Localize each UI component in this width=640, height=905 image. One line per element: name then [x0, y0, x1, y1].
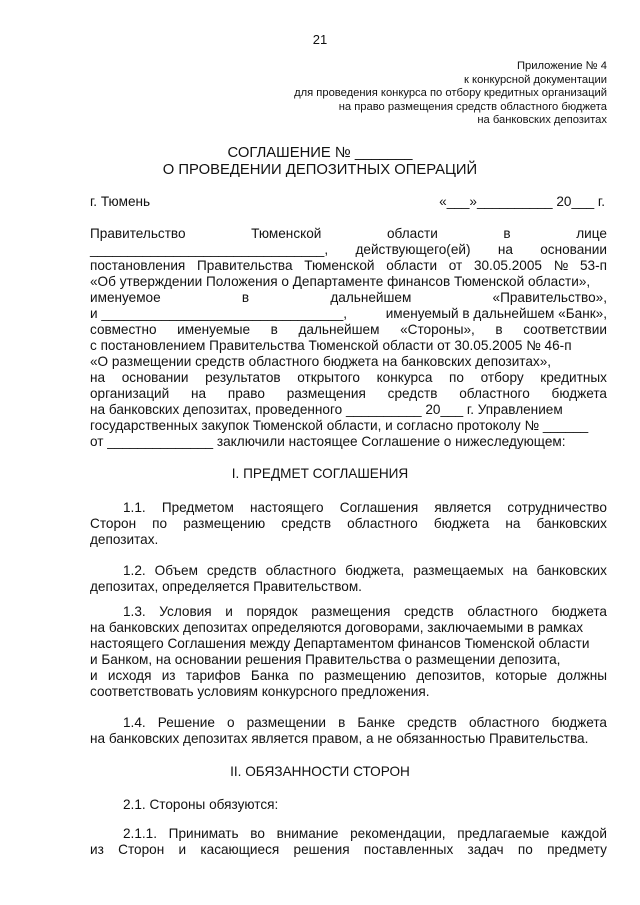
text-line: [90, 652, 607, 668]
word: Соглашения: [339, 500, 419, 515]
word: по: [449, 370, 464, 385]
paragraph-1-3: [90, 604, 607, 700]
word: соответствии: [523, 322, 607, 337]
word: Предметом: [161, 500, 234, 515]
word: на: [512, 563, 528, 578]
word: 1.4.: [123, 715, 146, 730]
annex-line: на банковских депозитах: [477, 114, 607, 126]
word: в: [241, 290, 250, 305]
word: на: [505, 516, 521, 531]
text-line: [90, 338, 607, 354]
word: банковских: [536, 516, 607, 531]
annex-line: на право размещения средств областного бюджета: [338, 100, 607, 113]
word: рекомендации,: [350, 826, 446, 841]
paragraph-2-1-1: [90, 826, 607, 858]
word: лице: [576, 226, 607, 241]
annex-block: [187, 60, 607, 128]
text-line: [90, 290, 607, 306]
word: областного: [467, 604, 538, 619]
word: областного: [459, 386, 530, 401]
word: и: [225, 604, 233, 619]
word: является: [434, 500, 492, 515]
word: 53-п: [579, 258, 607, 273]
word: основании: [121, 370, 189, 385]
word: Тюменской: [304, 258, 375, 273]
text-line: [90, 418, 607, 434]
paragraph-1-4: [90, 715, 607, 747]
text-line: [90, 354, 607, 370]
word: размещения: [286, 386, 366, 401]
word: бюджета: [551, 604, 607, 619]
section-heading: II. ОБЯЗАННОСТИ СТОРОН: [230, 764, 410, 779]
word: организаций: [90, 386, 170, 401]
word: результатов: [205, 370, 281, 385]
word: области: [386, 226, 438, 241]
word: поставленных: [363, 842, 454, 857]
text-line: [90, 797, 607, 813]
word: дальнейшем: [298, 322, 380, 337]
text-line: [90, 826, 607, 842]
word: Принимать: [168, 826, 239, 841]
word: «Стороны»,: [400, 322, 475, 337]
text-line: [90, 604, 607, 620]
word: 30.05.2005: [473, 258, 542, 273]
text-line: [90, 226, 607, 242]
section-heading: I. ПРЕДМЕТ СОГЛАШЕНИЯ: [231, 466, 409, 481]
word: на банковских депозитах определяются договорами, заключаемыми в рамках: [90, 620, 584, 635]
page-number: 21: [312, 32, 328, 47]
word: и ________________________________,: [90, 306, 348, 321]
word: Условия: [159, 604, 212, 619]
word: в: [495, 322, 503, 337]
word: средств: [281, 516, 332, 531]
word: областного: [347, 516, 418, 531]
word: размещению: [183, 516, 266, 531]
text-line: [90, 258, 607, 274]
word: депозитов,: [416, 668, 486, 683]
word: каждой: [560, 826, 607, 841]
text-line: [90, 563, 607, 579]
text-line: [90, 516, 607, 532]
word: «О размещении средств областного бюджета на банковских депозитах»,: [90, 354, 552, 369]
text-line: [90, 620, 607, 636]
word: «Правительство»,: [492, 290, 607, 305]
word: по: [152, 516, 168, 531]
text-line: [90, 242, 607, 258]
word: Банка: [250, 668, 289, 683]
date-placeholder: «___»__________ 20___ г.: [439, 194, 605, 209]
word: дальнейшем: [330, 290, 412, 305]
word: о: [226, 715, 235, 730]
text-line: [90, 684, 607, 700]
preamble: [90, 226, 607, 450]
word: 1.1.: [123, 500, 146, 515]
word: средств: [403, 604, 454, 619]
word: настоящего: [249, 500, 324, 515]
word: областного: [265, 563, 337, 578]
title-line-1: СОГЛАШЕНИЕ № _______: [227, 145, 413, 161]
text-line: [90, 434, 607, 450]
word: 1.2.: [123, 563, 146, 578]
word: на банковских депозитах является правом, а не обязанностью Правительства.: [90, 731, 589, 746]
word: средств: [206, 563, 257, 578]
title-line-2: О ПРОВЕДЕНИИ ДЕПОЗИТНЫХ ОПЕРАЦИЙ: [162, 162, 478, 178]
word: от ______________ заключили настоящее Соглашение о нижеследующем:: [90, 434, 566, 449]
text-line: [90, 636, 607, 652]
word: предмету: [547, 842, 607, 857]
word: задач: [467, 842, 504, 857]
text-line: [90, 842, 607, 858]
word: Сторон: [90, 516, 137, 531]
word: размещаемых: [413, 563, 504, 578]
word: предлагаемые: [457, 826, 550, 841]
word: 1.3.: [123, 604, 146, 619]
word: должны: [557, 668, 607, 683]
word: государственных закупок Тюменской области, и согласно протоколу № ______: [90, 418, 589, 433]
word: право: [227, 386, 265, 401]
word: и: [90, 668, 98, 683]
word: решения: [293, 842, 350, 857]
word: и Банком, на основании решения Правительства о размещении депозита,: [90, 652, 561, 667]
text-line: [90, 386, 607, 402]
word: касающиеся: [200, 842, 280, 857]
word: соответствовать условиям конкурсного предложения.: [90, 684, 430, 699]
document-title: [0, 145, 640, 179]
word: основании: [540, 242, 607, 257]
word: на банковских депозитах, проведенного __________ 20___ г. Управлением: [90, 402, 563, 417]
text-line: [90, 731, 607, 747]
word: кредитных: [540, 370, 607, 385]
word: внимание: [276, 826, 339, 841]
word: от: [448, 258, 463, 273]
text-line: [90, 532, 607, 548]
word: на: [497, 242, 513, 257]
word: размещению: [324, 668, 407, 683]
text-line: [90, 500, 607, 516]
word: по: [517, 842, 533, 857]
word: открытого: [297, 370, 360, 385]
word: именуемые: [177, 322, 251, 337]
word: Правительства: [197, 258, 293, 273]
word: бюджета: [551, 386, 607, 401]
word: Сторон: [118, 842, 165, 857]
paragraph-2-1: [90, 797, 607, 813]
word: Тюменской: [251, 226, 322, 241]
text-line: [90, 370, 607, 386]
annex-line: к конкурсной документации: [464, 73, 607, 86]
word: во: [250, 826, 265, 841]
word: на: [190, 386, 207, 401]
word: отбору: [480, 370, 524, 385]
word: бюджета: [433, 516, 490, 531]
word: на: [90, 370, 106, 385]
text-line: [90, 402, 607, 418]
word: действующего(ей): [355, 242, 471, 257]
word: области: [386, 258, 438, 273]
word: по: [298, 668, 314, 683]
word: размещении: [246, 715, 326, 730]
word: в: [270, 322, 278, 337]
paragraph-1-2: [90, 563, 607, 595]
word: совместно: [90, 322, 157, 337]
word: Правительство: [90, 226, 186, 241]
paragraph-1-1: [90, 500, 607, 548]
word: областного: [468, 715, 540, 730]
word: размещения: [311, 604, 391, 619]
word: и: [178, 842, 187, 857]
word: «Об утверждении Положения о Департаменте финансов Тюменской области»,: [90, 274, 591, 289]
word: тарифов: [185, 668, 241, 683]
word: _______________________________,: [90, 242, 329, 257]
word: именуемый в дальнейшем «Банк»,: [385, 306, 607, 321]
word: постановления: [90, 258, 186, 273]
word: банковских: [536, 563, 607, 578]
word: в: [503, 226, 511, 241]
word: из: [161, 668, 176, 683]
text-line: [90, 274, 607, 290]
word: в: [338, 715, 346, 730]
word: средств: [407, 715, 457, 730]
word: №: [553, 258, 569, 273]
word: депозитах.: [90, 532, 159, 547]
word: исходя: [107, 668, 152, 683]
word: средств: [387, 386, 438, 401]
text-line: [90, 668, 607, 684]
text-line: [90, 322, 607, 338]
word: настоящего Соглашения между Департаментом финансов Тюменской области: [90, 636, 590, 651]
word: Объем: [154, 563, 198, 578]
word: из: [90, 842, 104, 857]
word: депозитах, определяется Правительством.: [90, 579, 362, 594]
word: Решение: [157, 715, 215, 730]
annex-line: Приложение № 4: [516, 60, 607, 72]
word: бюджета,: [345, 563, 405, 578]
word: Банке: [357, 715, 396, 730]
word: бюджета: [551, 715, 607, 730]
annex-line: для проведения конкурса по отбору кредитных организаций: [294, 87, 607, 99]
word: конкурса: [376, 370, 433, 385]
word: порядок: [246, 604, 298, 619]
word: именуемое: [90, 290, 161, 305]
text-line: [90, 306, 607, 322]
word: которые: [495, 668, 548, 683]
word: 2.1. Стороны обязуются:: [123, 797, 279, 812]
text-line: [90, 715, 607, 731]
word: с постановлением Правительства Тюменской области от 30.05.2005 № 46-п: [90, 338, 572, 353]
text-line: [90, 579, 607, 595]
word: 2.1.1.: [123, 826, 158, 841]
city: г. Тюмень: [90, 194, 151, 209]
word: сотрудничество: [507, 500, 607, 515]
